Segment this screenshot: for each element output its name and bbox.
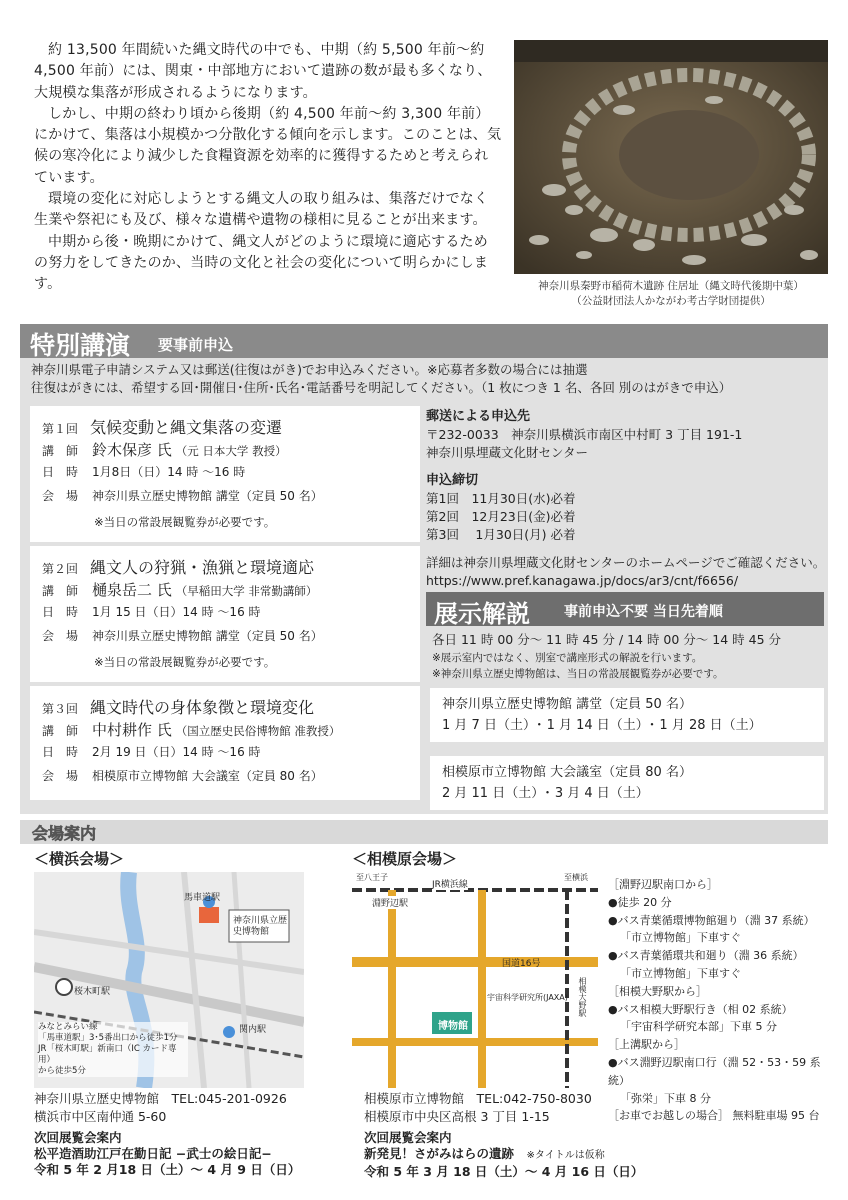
lecture-card: 第２回 縄文人の狩猟・漁猟と環境適応 講 師 樋泉岳二 氏 （早稲田大学 非常勤講師） 日 時 1月 15 日（日）14 時 〜16 時 会 場 神奈川県立歴史博物館 講堂（定員 50 名） ※当日の常設展観覧券が必要です。 xyxy=(30,546,420,682)
route-item: ［上溝駅から］ xyxy=(608,1038,685,1052)
lecturer-role: （早稲田大学 非常勤講師） xyxy=(175,584,318,598)
map-station-label: 相模大野駅 xyxy=(578,977,587,1017)
lecturer-role: （元 日本大学 教授） xyxy=(175,444,287,458)
route-item: ●徒歩 20 分 xyxy=(608,895,672,909)
route-item: 「弥栄」下車 8 分 xyxy=(620,1091,711,1105)
details-text: 詳細は神奈川県埋蔵文化財センターのホームページでご確認ください。 xyxy=(426,555,826,570)
map-road-label: 国道16号 xyxy=(502,959,541,969)
yokohama-next-exhibition: 次回展覧会案内 松平造酒助江戸在勤日記 −武士の絵日記− 令和 5 年 2 月18 日（土）〜 4 月 9 日（日） xyxy=(34,1130,301,1177)
route-list xyxy=(608,876,828,1125)
lecture-title: 縄文人の狩猟・漁猟と環境適応 xyxy=(90,558,315,577)
route-item: ［相模大野駅から］ xyxy=(608,984,707,998)
lecture-card: 第１回 気候変動と縄文集落の変遷 講 師 鈴木保彦 氏 （元 日本大学 教授） 日 時 1月8日（日）14 時 〜16 時 会 場 神奈川県立歴史博物館 講堂（定員 50 名） ※当日の常設展観覧券が必要です。 xyxy=(30,406,420,542)
lecturer-name: 鈴木保彦 氏 xyxy=(92,441,172,459)
route-item: ●バス淵野辺駅南口行（淵 52・53・59 系統） xyxy=(608,1055,821,1087)
lecture-title: 縄文時代の身体象徴と環境変化 xyxy=(90,698,315,717)
lecture-venue: 相模原市立博物館 大会議室（定員 80 名） xyxy=(92,769,323,783)
lecture-header-title: 特別講演 xyxy=(30,331,131,360)
lecture-title: 気候変動と縄文集落の変遷 xyxy=(90,418,283,437)
sagamihara-next-exhibition: 次回展覧会案内 新発見！さがみはらの遺跡 ※タイトルは仮称 令和 5 年 3 月 18 日（土）〜 4 月 16 日（日） xyxy=(364,1130,644,1179)
lecture-date: 2月 19 日（日）14 時 〜16 時 xyxy=(92,745,261,759)
exhibit-venue-name: 神奈川県立歴史博物館 講堂（定員 50 名） xyxy=(442,697,692,712)
deadline-item: 第2回 12月23日(金)必着 xyxy=(426,509,576,524)
lecture-card: 第３回 縄文時代の身体象徴と環境変化 講 師 中村耕作 氏 （国立歴史民俗博物館 准教授） 日 時 2月 19 日（日）14 時 〜16 時 会 場 相模原市立博物館 大会議室（定員 80 名） xyxy=(30,686,420,800)
lecture-number: 第３回 xyxy=(42,702,79,716)
mail-address: 〒232-0033 神奈川県横浜市南区中村町 3 丁目 191-1 xyxy=(426,427,743,442)
route-item: ●バス青葉循環共和廻り（淵 36 系統） xyxy=(608,949,804,963)
lecture-venue: 神奈川県立歴史博物館 講堂（定員 50 名） xyxy=(92,629,323,643)
intro-paragraph: 中期から後・晩期にかけて、縄文人がどのように環境に適応するための努力をしてきたのか、当時の文化と社会の変化について明らかにします。 xyxy=(34,233,489,293)
mail-heading: 郵送による申込先 xyxy=(426,409,531,424)
route-item: ［お車でお越しの場合］ 無料駐車場 95 台 xyxy=(608,1109,820,1123)
deadline-heading: 申込締切 xyxy=(426,473,479,488)
map-station-label: 桜木町駅 xyxy=(74,987,111,997)
route-item: 「宇宙科学研究本部」下車 5 分 xyxy=(620,1020,777,1034)
yokohama-address: 神奈川県立歴史博物館 TEL:045-201-0926 横浜市中区南仲通 5-60 xyxy=(34,1091,287,1124)
mail-org: 神奈川県埋蔵文化財センター xyxy=(426,445,589,460)
exhibit-notes: ※展示室内ではなく、別室で講座形式の解説を行います。 ※神奈川県立歴史博物館は、当日の常設展観覧券が必要です。 xyxy=(432,652,724,680)
sagamihara-map xyxy=(352,872,598,1088)
yokohama-venue-title: ＜横浜会場＞ xyxy=(34,850,125,868)
lecture-header-sub: 要事前申込 xyxy=(158,336,234,354)
lecturer-name: 樋泉岳二 氏 xyxy=(92,581,172,599)
intro-text xyxy=(34,40,502,296)
lecture-note: ※当日の常設展観覧券が必要です。 xyxy=(94,515,276,529)
lecture-info: 神奈川県電子申請システム又は郵送(往復はがき)でお申込みください。※応募者多数の場合には抽選 往復はがきには、希望する回･開催日･住所･氏名･電話番号を明記してください。（1 枚につき 1 名、各回 別のはがきで申込） xyxy=(31,362,732,395)
details-url[interactable]: https://www.pref.kanagawa.jp/docs/ar3/cnt/f6656/ xyxy=(426,573,739,588)
lecturer-role: （国立歴史民俗博物館 准教授） xyxy=(175,724,341,738)
mail-info xyxy=(426,408,826,590)
map-station-label: 関内駅 xyxy=(239,1025,267,1035)
exhibit-venue-dates: 1 月 7 日（土）･ 1 月 14 日（土）･ 1 月 28 日（土） xyxy=(442,718,762,733)
exhibit-header-title: 展示解説 xyxy=(434,600,530,628)
yokohama-directions: みなとみらい線 「馬車道駅」3･5番出口から徒歩1分 JR「桜木町駅」新南口（IC カード専用） から徒歩5分 xyxy=(38,1022,188,1077)
route-item: 「市立博物館」下車すぐ xyxy=(620,966,741,980)
sagamihara-venue-title: ＜相模原会場＞ xyxy=(352,850,458,868)
map-direction-label: 至横浜 xyxy=(564,873,588,882)
photo-caption: 神奈川県秦野市稲荷木遺跡 住居址（縄文時代後期中葉） （公益財団法人かながわ考古学財団提供） xyxy=(538,280,804,307)
exhibit-header-sub: 事前申込不要 当日先着順 xyxy=(564,604,723,620)
lecture-date: 1月8日（日）14 時 〜16 時 xyxy=(92,465,246,479)
lecture-date: 1月 15 日（日）14 時 〜16 時 xyxy=(92,605,261,619)
intro-paragraph: 環境の変化に対応しようとする縄文人の取り組みは、集落だけでなく生業や祭祀にも及び、様々な遺構や遺物の様相に見ることが出来ます。 xyxy=(34,191,489,229)
route-item: ●バス青葉循環博物館廻り（淵 37 系統） xyxy=(608,913,815,927)
sagamihara-address: 相模原市立博物館 TEL:042-750-8030 相模原市中央区高根 3 丁目 1-15 xyxy=(364,1091,592,1124)
lecturer-name: 中村耕作 氏 xyxy=(92,721,172,739)
access-header: 会場案内 xyxy=(20,820,828,844)
lecture-venue: 神奈川県立歴史博物館 講堂（定員 50 名） xyxy=(92,489,323,503)
map-station-label: 馬車道駅 xyxy=(184,893,221,903)
exhibit-header xyxy=(426,592,824,626)
lecture-section xyxy=(20,324,828,814)
lecture-number: 第１回 xyxy=(42,422,79,436)
map-direction-label: 至八王子 xyxy=(356,873,388,882)
intro-paragraph: しかし、中期の終わり頃から後期（約 4,500 年前〜約 3,300 年前）にかけて、集落は小規模かつ分散化する傾向を示します。このことは、気候の寒冷化により減少した食糧資源を効率的に獲得するためと考えられています。 xyxy=(34,105,502,186)
exhibit-venue xyxy=(430,756,824,810)
excavation-photo xyxy=(514,40,828,274)
map-line-label: JR横浜線 xyxy=(432,877,468,890)
lecture-note: ※当日の常設展観覧券が必要です。 xyxy=(94,655,276,669)
yokohama-map xyxy=(34,872,304,1088)
exhibit-time: 各日 11 時 00 分〜 11 時 45 分 / 14 時 00 分〜 14 時 45 分 xyxy=(432,632,782,647)
lecture-header xyxy=(20,324,828,358)
route-item: ［淵野辺駅南口から］ xyxy=(608,878,718,891)
deadline-item: 第3回 1月30日(月) 必着 xyxy=(426,527,576,542)
intro-paragraph: 約 13,500 年間続いた縄文時代の中でも、中期（約 5,500 年前〜約 4,500 年前）には、関東・中部地方において遺跡の数が最も多くなり、大規模な集落が形成されるようになります。 xyxy=(34,42,492,101)
deadline-item: 第1回 11月30日(水)必着 xyxy=(426,491,576,506)
map-jaxa-label: 宇宙科学研究所(JAXA) xyxy=(487,993,568,1002)
map-museum-label: 神奈川県立歴史博物館 xyxy=(233,916,288,937)
map-museum-label: 博物館 xyxy=(438,1021,468,1032)
exhibit-venue-dates: 2 月 11 日（土）･ 3 月 4 日（土） xyxy=(442,786,649,801)
exhibit-venue-name: 相模原市立博物館 大会議室（定員 80 名） xyxy=(442,765,692,780)
lecture-number: 第２回 xyxy=(42,562,79,576)
exhibit-venue xyxy=(430,688,824,742)
route-item: 「市立博物館」下車すぐ xyxy=(620,931,741,945)
map-station-label: 淵野辺駅 xyxy=(372,896,408,909)
route-item: ●バス相模大野駅行き（相 02 系統） xyxy=(608,1002,793,1016)
